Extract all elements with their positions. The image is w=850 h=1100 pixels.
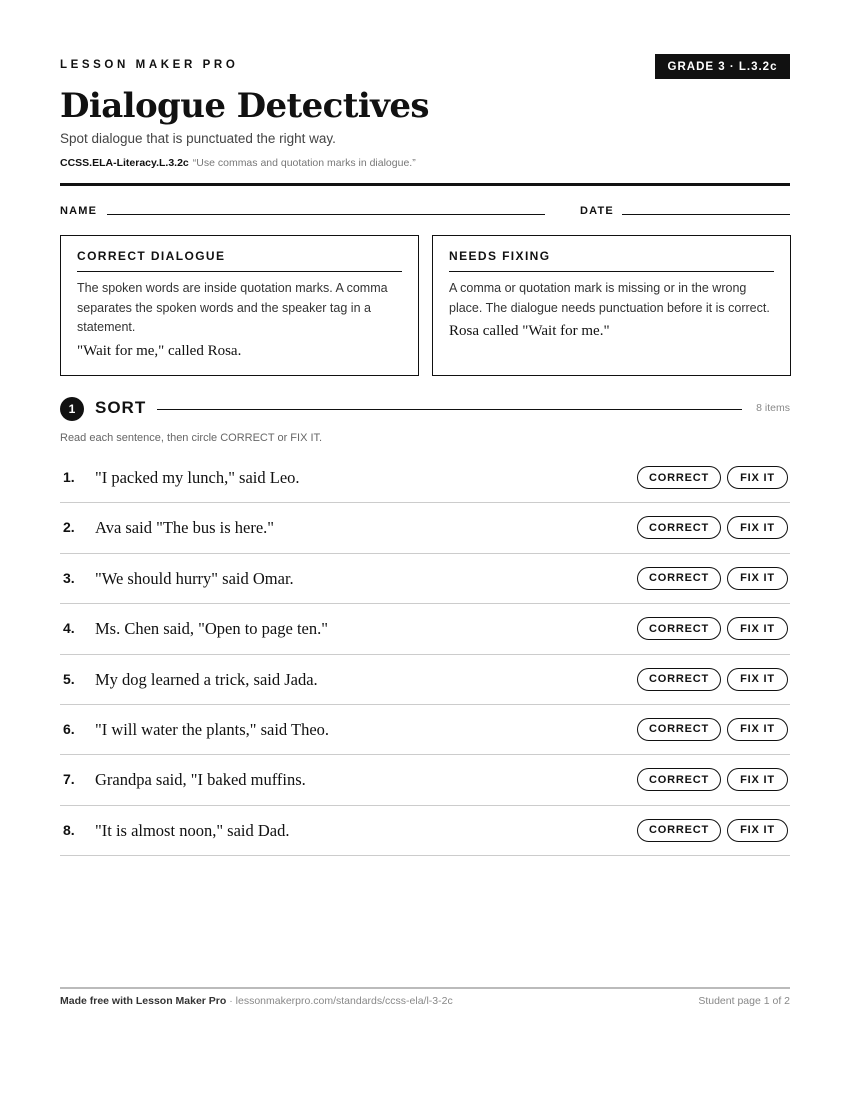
correct-button[interactable]: CORRECT xyxy=(637,668,721,691)
item-sentence: "I will water the plants," said Theo. xyxy=(95,719,330,739)
fix-it-button[interactable]: FIX IT xyxy=(727,668,788,691)
card-example: Rosa called "Wait for me." xyxy=(449,323,610,339)
fix-it-button[interactable]: FIX IT xyxy=(727,768,788,791)
list-item xyxy=(60,554,790,604)
item-number: 4. xyxy=(63,620,75,637)
date-field[interactable] xyxy=(622,214,790,215)
list-item xyxy=(60,755,790,805)
footer-page-number: Student page 1 of 2 xyxy=(698,995,790,1007)
fix-it-button[interactable]: FIX IT xyxy=(727,718,788,741)
list-item xyxy=(60,806,790,856)
list-item xyxy=(60,705,790,755)
page-title: Dialogue Detectives xyxy=(60,86,429,126)
section-title: SORT xyxy=(95,398,147,417)
correct-button[interactable]: CORRECT xyxy=(637,819,721,842)
standard-quote: “Use commas and quotation marks in dialogue.” xyxy=(192,157,416,169)
card-title: CORRECT DIALOGUE xyxy=(77,249,402,272)
worksheet-page xyxy=(60,0,790,1100)
card-example: "Wait for me," called Rosa. xyxy=(77,342,242,359)
item-number: 3. xyxy=(63,569,75,586)
fix-it-button[interactable]: FIX IT xyxy=(727,617,788,640)
header-divider xyxy=(60,183,790,186)
section-number-badge: 1 xyxy=(60,397,84,421)
needs-fixing-card xyxy=(432,235,791,376)
grade-badge: GRADE 3 · L.3.2c xyxy=(655,54,790,79)
item-number: 1. xyxy=(63,469,75,485)
card-title: NEEDS FIXING xyxy=(449,249,774,272)
correct-button[interactable]: CORRECT xyxy=(637,617,721,640)
item-number: 8. xyxy=(63,821,75,838)
item-sentence: Ms. Chen said, "Open to page ten." xyxy=(95,619,328,639)
item-sentence: Grandpa said, "I baked muffins. xyxy=(95,770,306,790)
list-item xyxy=(60,453,790,503)
fix-it-button[interactable]: FIX IT xyxy=(727,567,788,590)
correct-button[interactable]: CORRECT xyxy=(637,466,721,489)
item-sentence: "I packed my lunch," said Leo. xyxy=(95,468,300,487)
fix-it-button[interactable]: FIX IT xyxy=(727,819,788,842)
card-body: A comma or quotation mark is missing or in the wrong place. The dialogue needs punctuation before it is correct. xyxy=(449,281,770,315)
section-header xyxy=(60,397,790,421)
card-body: The spoken words are inside quotation marks. A comma separates the spoken words and the speaker tag in a statement. xyxy=(77,281,388,334)
standard-code: CCSS.ELA-Literacy.L.3.2c xyxy=(60,157,189,169)
item-count: 8 items xyxy=(756,402,790,414)
item-sentence: My dog learned a trick, said Jada. xyxy=(95,669,318,689)
brand-name: LESSON MAKER PRO xyxy=(60,59,239,71)
list-item xyxy=(60,655,790,705)
footer-credit xyxy=(60,995,453,1007)
correct-button[interactable]: CORRECT xyxy=(637,768,721,791)
item-sentence: "It is almost noon," said Dad. xyxy=(95,820,290,840)
name-label: NAME xyxy=(60,205,98,217)
name-field[interactable] xyxy=(107,214,545,215)
fix-it-button[interactable]: FIX IT xyxy=(727,466,788,489)
instructions: Read each sentence, then circle CORRECT or FIX IT. xyxy=(60,432,323,444)
list-item xyxy=(60,503,790,553)
item-sentence: Ava said "The bus is here." xyxy=(95,518,275,538)
fix-it-button[interactable]: FIX IT xyxy=(727,516,788,539)
item-number: 5. xyxy=(63,670,75,687)
page-subtitle: Spot dialogue that is punctuated the right way. xyxy=(60,131,336,146)
correct-dialogue-card xyxy=(60,235,419,376)
footer-divider xyxy=(60,987,790,989)
sort-items-list xyxy=(60,453,790,856)
correct-button[interactable]: CORRECT xyxy=(637,567,721,590)
footer-made-with: Made free with Lesson Maker Pro xyxy=(60,995,227,1007)
correct-button[interactable]: CORRECT xyxy=(637,718,721,741)
correct-button[interactable]: CORRECT xyxy=(637,516,721,539)
footer-url: · lessonmakerpro.com/standards/ccss-ela/l-3-2c xyxy=(226,995,453,1007)
item-number: 7. xyxy=(63,771,75,788)
item-sentence: "We should hurry" said Omar. xyxy=(95,568,294,588)
item-number: 2. xyxy=(63,519,75,536)
date-label: DATE xyxy=(580,205,614,217)
section-divider xyxy=(157,409,742,410)
standard-line xyxy=(60,157,416,169)
item-number: 6. xyxy=(63,720,75,737)
list-item xyxy=(60,604,790,654)
